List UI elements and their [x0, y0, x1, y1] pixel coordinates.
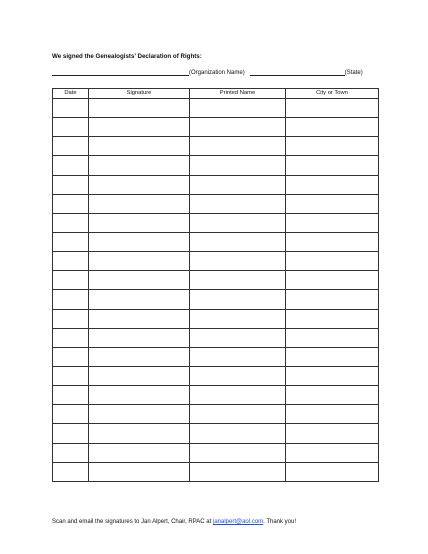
signature-cell[interactable] — [89, 366, 190, 385]
printed-name-cell[interactable] — [190, 156, 286, 175]
state-label: (State) — [344, 70, 363, 76]
printed-name-cell[interactable] — [190, 462, 286, 481]
table-row — [53, 290, 379, 309]
table-row — [53, 252, 379, 271]
signature-cell[interactable] — [89, 386, 190, 405]
signature-cell[interactable] — [89, 175, 190, 194]
table-row — [53, 347, 379, 366]
table-row — [53, 194, 379, 213]
signature-cell[interactable] — [89, 137, 190, 156]
signature-cell[interactable] — [89, 290, 190, 309]
city-cell[interactable] — [286, 175, 379, 194]
printed-name-cell[interactable] — [190, 386, 286, 405]
table-row — [53, 156, 379, 175]
date-cell[interactable] — [53, 232, 89, 251]
city-cell[interactable] — [286, 366, 379, 385]
printed-name-cell[interactable] — [190, 99, 286, 118]
footer-thanks: . Thank you! — [263, 519, 297, 525]
date-cell[interactable] — [53, 290, 89, 309]
table-row — [53, 386, 379, 405]
city-cell[interactable] — [286, 443, 379, 462]
city-cell[interactable] — [286, 232, 379, 251]
date-cell[interactable] — [53, 271, 89, 290]
footer-text: Scan and email the signatures to Jan Alpert, Chair, RPAC at — [52, 519, 213, 525]
date-cell[interactable] — [53, 137, 89, 156]
date-cell[interactable] — [53, 443, 89, 462]
city-cell[interactable] — [286, 194, 379, 213]
table-row — [53, 271, 379, 290]
table-header-row — [53, 89, 379, 99]
header-printed-name: Printed Name — [190, 89, 286, 99]
signature-cell[interactable] — [89, 252, 190, 271]
signature-cell[interactable] — [89, 213, 190, 232]
page-title: We signed the Genealogists’ Declaration of Rights: — [52, 53, 202, 60]
city-cell[interactable] — [286, 424, 379, 443]
date-cell[interactable] — [53, 156, 89, 175]
date-cell[interactable] — [53, 252, 89, 271]
header-signature: Signature — [89, 89, 190, 99]
city-cell[interactable] — [286, 462, 379, 481]
organization-state-line — [52, 69, 363, 76]
printed-name-cell[interactable] — [190, 405, 286, 424]
city-cell[interactable] — [286, 118, 379, 137]
signature-cell[interactable] — [89, 309, 190, 328]
city-cell[interactable] — [286, 328, 379, 347]
city-cell[interactable] — [286, 347, 379, 366]
header-date: Date — [53, 89, 89, 99]
date-cell[interactable] — [53, 118, 89, 137]
date-cell[interactable] — [53, 347, 89, 366]
printed-name-cell[interactable] — [190, 271, 286, 290]
city-cell[interactable] — [286, 137, 379, 156]
printed-name-cell[interactable] — [190, 137, 286, 156]
city-cell[interactable] — [286, 309, 379, 328]
state-blank[interactable] — [250, 69, 345, 76]
date-cell[interactable] — [53, 328, 89, 347]
date-cell[interactable] — [53, 194, 89, 213]
table-row — [53, 137, 379, 156]
city-cell[interactable] — [286, 405, 379, 424]
signature-cell[interactable] — [89, 443, 190, 462]
printed-name-cell[interactable] — [190, 290, 286, 309]
city-cell[interactable] — [286, 213, 379, 232]
signature-cell[interactable] — [89, 271, 190, 290]
printed-name-cell[interactable] — [190, 347, 286, 366]
printed-name-cell[interactable] — [190, 175, 286, 194]
date-cell[interactable] — [53, 99, 89, 118]
printed-name-cell[interactable] — [190, 328, 286, 347]
city-cell[interactable] — [286, 99, 379, 118]
table-row — [53, 328, 379, 347]
footer-note — [52, 519, 296, 525]
organization-name-label: (Organization Name) — [189, 70, 245, 76]
printed-name-cell[interactable] — [190, 424, 286, 443]
table-row — [53, 443, 379, 462]
table-row — [53, 232, 379, 251]
signature-cell[interactable] — [89, 328, 190, 347]
date-cell[interactable] — [53, 405, 89, 424]
city-cell[interactable] — [286, 290, 379, 309]
printed-name-cell[interactable] — [190, 366, 286, 385]
table-row — [53, 405, 379, 424]
printed-name-cell[interactable] — [190, 252, 286, 271]
date-cell[interactable] — [53, 424, 89, 443]
signature-cell[interactable] — [89, 462, 190, 481]
organization-name-blank[interactable] — [52, 69, 189, 76]
table-row — [53, 366, 379, 385]
date-cell[interactable] — [53, 386, 89, 405]
printed-name-cell[interactable] — [190, 194, 286, 213]
printed-name-cell[interactable] — [190, 443, 286, 462]
signature-table — [52, 88, 379, 482]
table-body — [53, 99, 379, 482]
printed-name-cell[interactable] — [190, 118, 286, 137]
table-row — [53, 213, 379, 232]
signature-cell[interactable] — [89, 118, 190, 137]
date-cell[interactable] — [53, 175, 89, 194]
printed-name-cell[interactable] — [190, 309, 286, 328]
signature-cell[interactable] — [89, 156, 190, 175]
table-row — [53, 99, 379, 118]
date-cell[interactable] — [53, 366, 89, 385]
city-cell[interactable] — [286, 386, 379, 405]
city-cell[interactable] — [286, 252, 379, 271]
table-row — [53, 309, 379, 328]
signature-cell[interactable] — [89, 347, 190, 366]
date-cell[interactable] — [53, 213, 89, 232]
table-row — [53, 424, 379, 443]
printed-name-cell[interactable] — [190, 232, 286, 251]
signature-cell[interactable] — [89, 232, 190, 251]
table-row — [53, 175, 379, 194]
date-cell[interactable] — [53, 309, 89, 328]
printed-name-cell[interactable] — [190, 213, 286, 232]
city-cell[interactable] — [286, 156, 379, 175]
signature-cell[interactable] — [89, 424, 190, 443]
signature-cell[interactable] — [89, 194, 190, 213]
email-link[interactable]: janalpert@aol.com — [212, 519, 264, 525]
table-row — [53, 118, 379, 137]
header-city-or-town: City or Town — [286, 89, 379, 99]
signature-cell[interactable] — [89, 405, 190, 424]
table-row — [53, 462, 379, 481]
signature-cell[interactable] — [89, 99, 190, 118]
date-cell[interactable] — [53, 462, 89, 481]
city-cell[interactable] — [286, 271, 379, 290]
